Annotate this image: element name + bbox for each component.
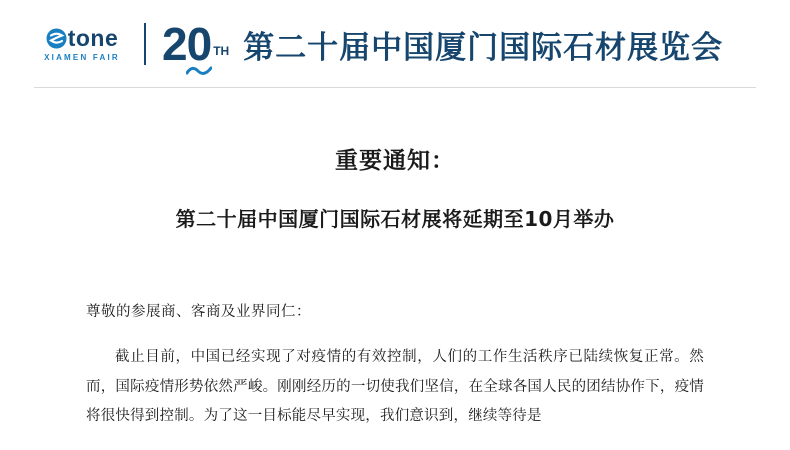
- wave-icon: [186, 40, 212, 52]
- anniversary-suffix: TH: [213, 44, 230, 59]
- header-title: 第二十届中国厦门国际石材展览会: [243, 29, 724, 66]
- anniversary-digit-two: 2: [162, 17, 187, 70]
- logo-subtitle: XIAMEN FAIR: [44, 52, 120, 62]
- logo-wordmark-text: tone: [67, 24, 119, 51]
- anniversary-mark: [162, 17, 230, 70]
- stone-fair-logo: [34, 24, 130, 62]
- notice-title: 重要通知：: [335, 148, 455, 174]
- document-body: [0, 142, 790, 432]
- page-header: [0, 0, 790, 88]
- salutation: 尊敬的参展商、客商及业界同仁：: [86, 304, 311, 320]
- header-divider: [144, 23, 146, 65]
- anniversary-number: [162, 17, 212, 70]
- logo-wordmark: [46, 24, 119, 51]
- body-paragraph: 截止目前，中国已经实现了对疫情的有效控制，人们的工作生活秩序已陆续恢复正常。然而，国际疫情形势依然严峻。刚刚经历的一切使我们坚信，在全球各国人民的团结协作下，疫情将很快得到控制。为了这一目标能尽早实现，我们意识到，继续等待是: [86, 349, 704, 425]
- notice-subtitle: 第二十届中国厦门国际石材展将延期至10月举办: [175, 207, 615, 231]
- anniversary-digit-zero-text: 0: [186, 17, 212, 70]
- anniversary-digit-zero: [186, 17, 212, 70]
- stone-s-icon: [46, 28, 67, 49]
